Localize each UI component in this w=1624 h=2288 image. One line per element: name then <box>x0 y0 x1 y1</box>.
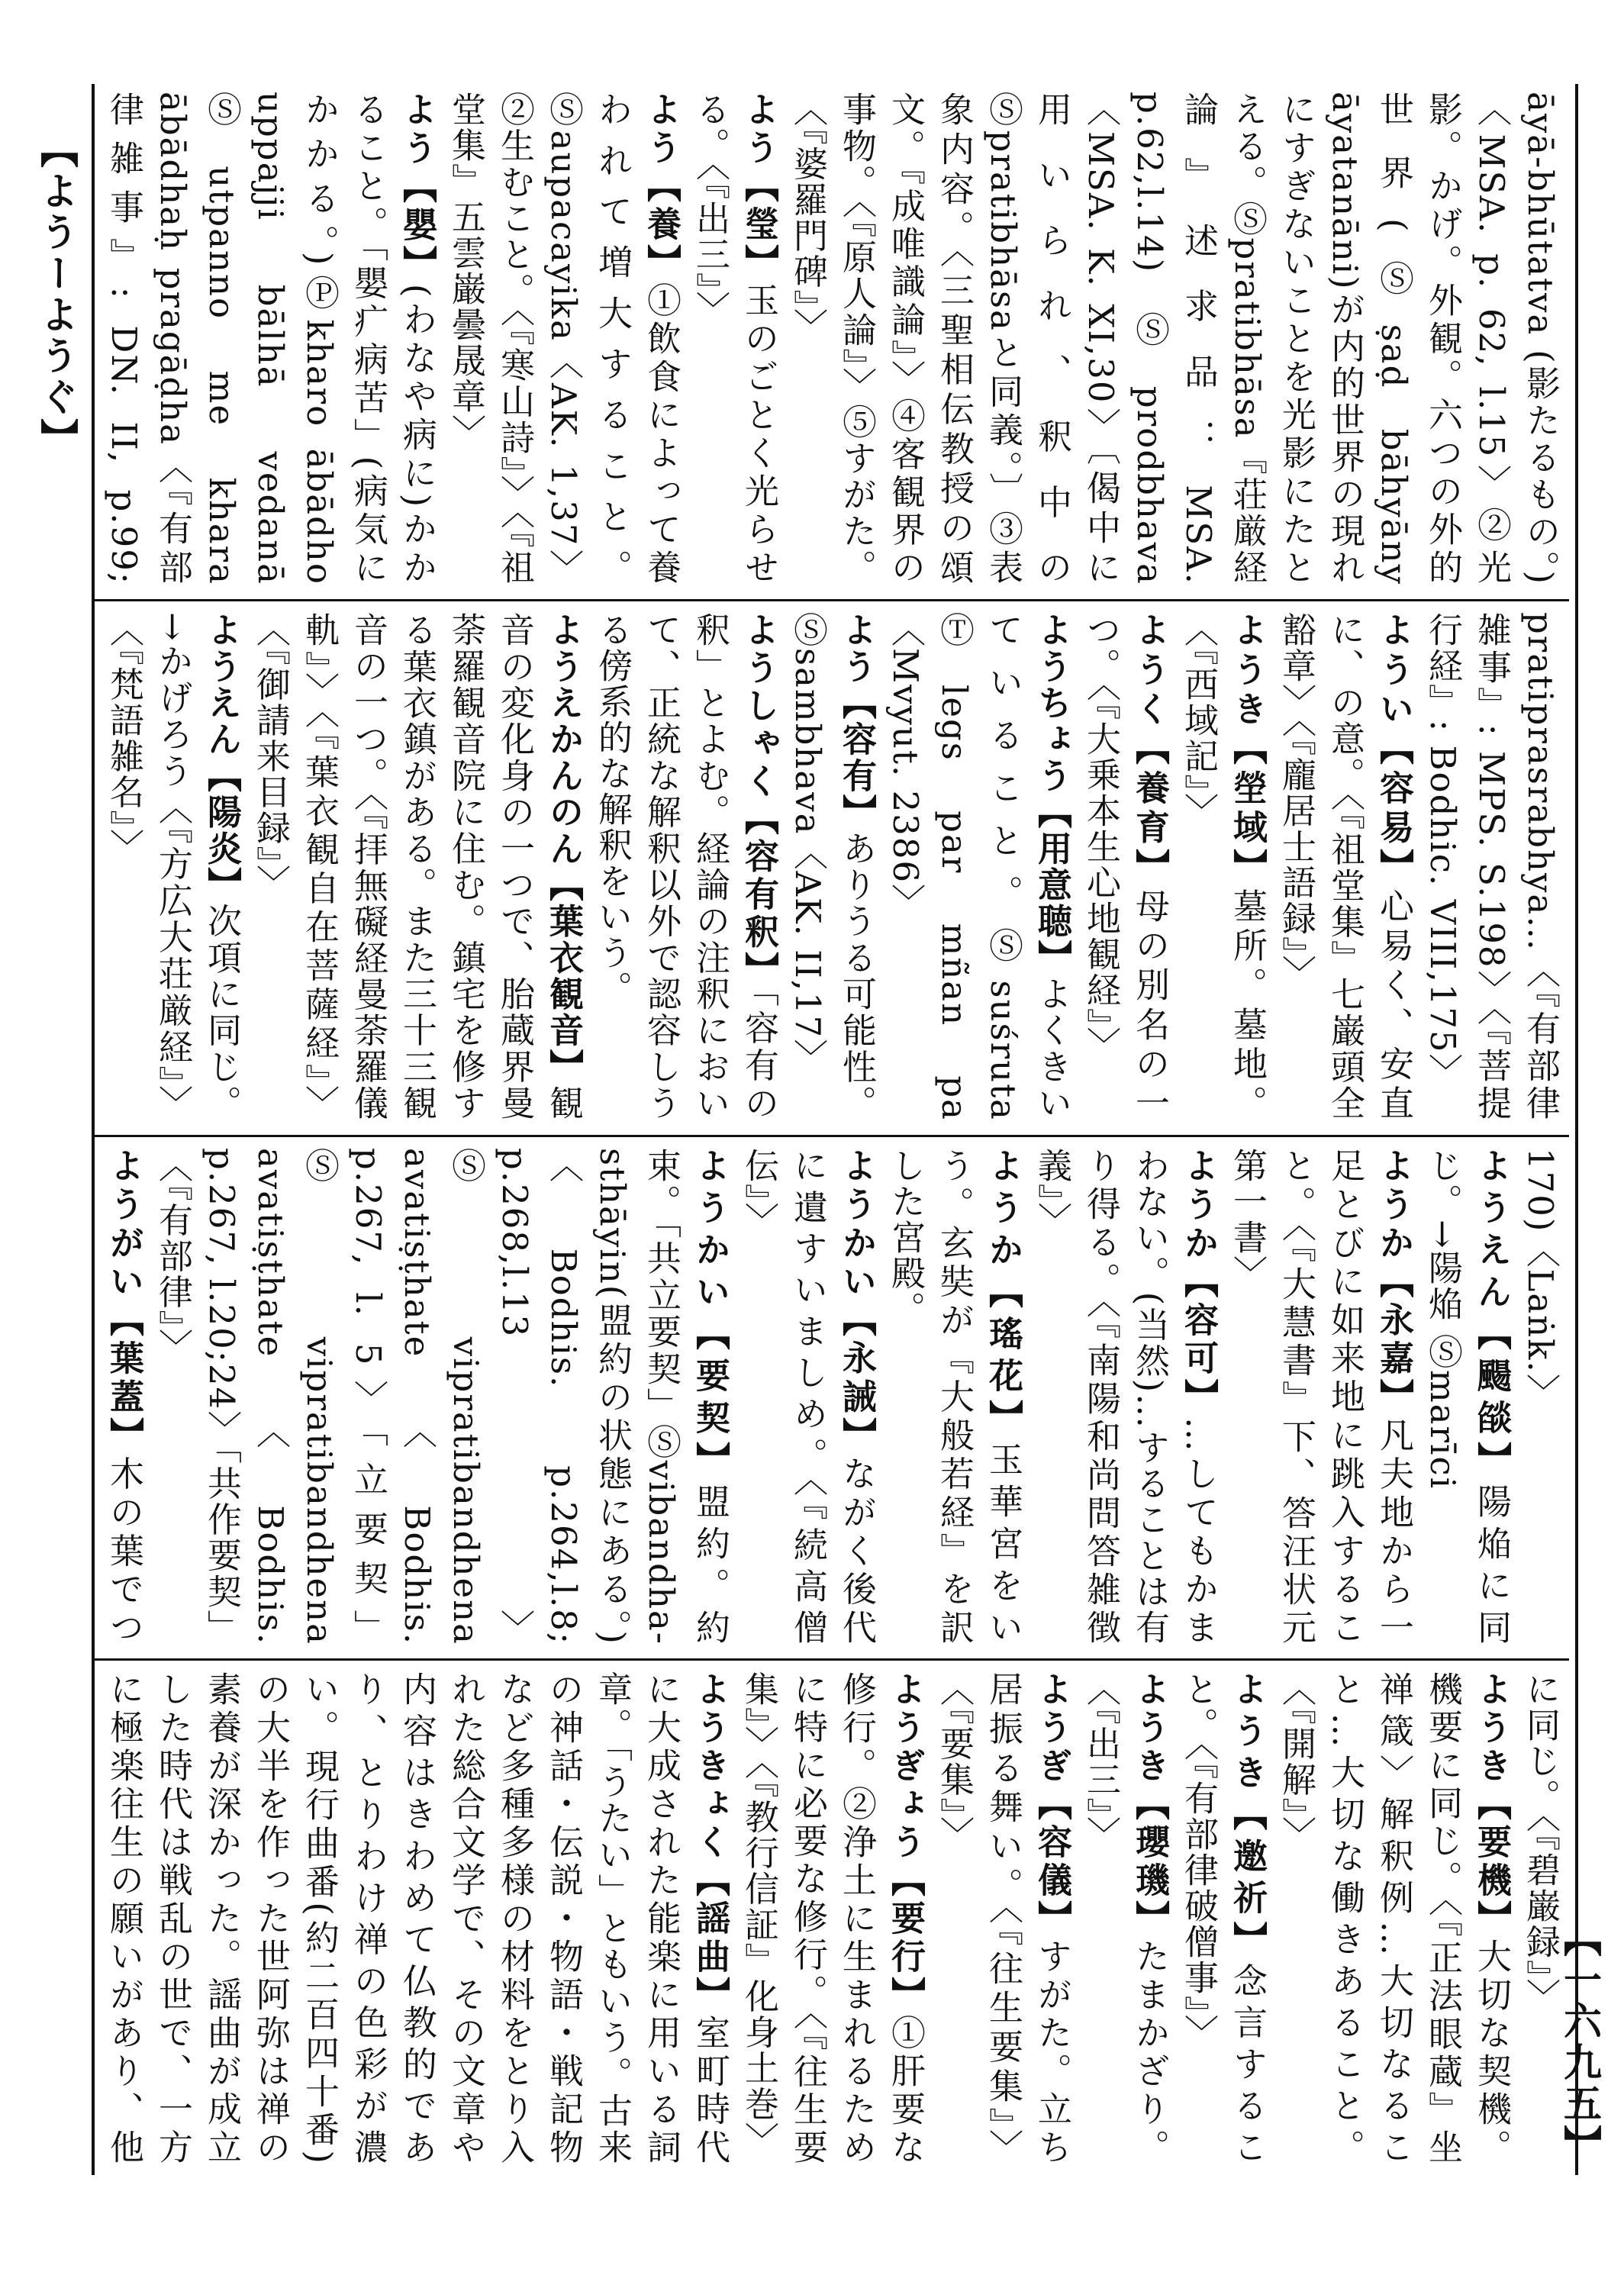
entry-headword: ようきょく【謡曲】 <box>690 1671 730 2015</box>
entry-text: 玉のごとく光らせる。〈『出三』〉 <box>690 92 779 585</box>
entry-headword: ようか【容可】 <box>1178 1148 1219 1417</box>
entry-headword: よう【瑩】 <box>739 92 779 282</box>
entry-headword: ようかい【永誡】 <box>836 1148 877 1456</box>
dictionary-entry <box>1081 612 1170 1121</box>
dictionary-entry <box>1178 612 1268 1121</box>
dictionary-entry <box>1520 1148 1561 1410</box>
entry-text: よくきいていること。Ⓢsuśruta Ⓣlegs par mñan pa〈Mvyut. 2386〉 <box>885 612 1072 1122</box>
dictionary-entry <box>1081 1671 1170 2165</box>
entry-text: 「容有の釈」とよむ。経論の注釈において、正統な解釈以外で認容しうる傍系的な解釈をいう。 <box>592 612 779 1122</box>
dictionary-entry <box>95 92 437 585</box>
tier-divider <box>95 599 1569 601</box>
tier-body <box>95 609 1569 1124</box>
dictionary-entry <box>592 612 779 1121</box>
page-number: 【一六九五】 <box>1558 1919 1603 2166</box>
entry-text: 観音の変化身の一つで、胎蔵界曼荼羅観音院に住む。鎮宅を修する葉衣鎮がある。また三十三観音の一つ。〈『拝無礙経曼荼羅儀軌』〉〈『葉衣観自在菩薩経』〉〈『御請来目録』〉 <box>250 612 584 1121</box>
entry-text: ①肝要な修行。②浄土に生まれるために特に必要な修行。〈『往生要集』〉〈『教行信証』化身土巻〉 <box>739 1671 926 2165</box>
tier-body <box>95 89 1569 588</box>
entry-headword: ようかい【要契】 <box>690 1148 730 1484</box>
entry-text: 凡夫地から一足とびに如来地に跳入すること。〈『大慧書』下、答汪状元第一書〉 <box>1227 1148 1414 1646</box>
entry-headword: ようえん【陽炎】 <box>201 612 242 904</box>
dictionary-entry <box>1276 612 1414 1121</box>
dictionary-entry <box>446 92 682 585</box>
tier-3 <box>95 1145 1569 1648</box>
tier-body <box>95 1145 1569 1648</box>
entry-text: 心易く、安直に、の意。〈『祖堂集』七巌頭全豁章〉〈『龐居士語録』〉 <box>1276 612 1414 1122</box>
entry-text: 盟約。約束。「共立要契」Ⓢvibandha-sthāyin(盟約の状態にある。)〈Bodhis. p.264,l.8; p.268,l.13〉Ⓢvipratibandhena avatiṣṭhate〈Bodhis. p.267, l. 5〉「立要契」Ⓢvipratibandhena avatiṣṭhate〈Bodhis. p.267, l.20;24〉「共作要契」〈『有部律』〉 <box>153 1148 730 1645</box>
dictionary-entry <box>1178 1671 1268 2165</box>
dictionary-entry <box>95 1148 144 1645</box>
dictionary-entry <box>690 92 779 585</box>
entry-headword: ようか【瑤花】 <box>983 1148 1023 1442</box>
entry-text: pratiprasrabhya…〈『有部律雑事』: MPS. S.198〉〈『菩提行経』: Bodhic. VIII,175〉 <box>1423 612 1561 1121</box>
entry-text: 大切な契機。機要に同じ。〈『正法眼蔵』坐禅箴〉解釈例…大切なること…大切な働きあること。〈『開解』〉 <box>1276 1671 1512 2165</box>
entry-text: 170)〈Laṅk.〉 <box>1520 1148 1561 1410</box>
entry-headword: よう【容有】 <box>836 612 877 831</box>
entry-headword: ようがい【葉蓋】 <box>104 1148 144 1456</box>
entry-headword: ようき【邀祈】 <box>1227 1671 1268 1963</box>
dictionary-entry <box>739 1671 926 2165</box>
entry-text: 次項に同じ。→かげろう〈『方広大荘厳経』〉〈『梵語雑名』〉 <box>104 612 242 1122</box>
entry-text: 墓所。墓地。〈『西域記』〉 <box>1178 612 1268 1122</box>
entry-text: ながく後代に遺すいましめ。〈『続高僧伝』〉 <box>739 1148 877 1646</box>
entry-text: 念言すること。〈『有部律破僧事』〉 <box>1178 1671 1268 2166</box>
entry-text: ①飲食によって養われて増大すること。Ⓢaupacayika〈AK. 1,37〉②生むこと。〈『寒山詩』〉〈『祖堂集』五雲巌曇晟章〉 <box>446 92 682 585</box>
dictionary-entry <box>885 612 1072 1121</box>
tier-divider <box>95 1135 1569 1137</box>
entry-headword: ようしゃく【容有釈】 <box>739 612 779 990</box>
entry-headword: ようき【塋域】 <box>1227 612 1268 888</box>
entry-headword: ようか【永嘉】 <box>1374 1148 1414 1417</box>
entry-text: āyā-bhūtatva (影たるもの。)〈MSA. p. 62, l.15〉②光影。かげ。外観。六つの外的世界(Ⓢṣaḍ bāhyāny āyatanāni)が内的世界の現れにすぎないことを光影にたとえる。Ⓢpratibhāsa『荘厳経論』述求品：MSA. p.62,l.14)Ⓢprodbhava〈MSA. K. XI,30〉〔偈中に用いられ、釈中のⓈpratibhāsaと同義。〕③表象内容。〈三聖相伝教授の頌文。『成唯識論』〉④客観界の事物。〈『原人論』〉⑤すがた。〈『婆羅門碑』〉 <box>788 92 1561 585</box>
entry-text: たまかざり。〈『出三』〉 <box>1081 1671 1170 2165</box>
entry-text: 木の葉でつ <box>104 1455 144 1646</box>
dictionary-entry <box>95 1671 730 2165</box>
dictionary-entry <box>788 92 1561 585</box>
dictionary-entry <box>104 612 242 1121</box>
dictionary-entry <box>1276 1671 1512 2165</box>
entry-headword: よう【養】 <box>641 92 682 282</box>
tier-2 <box>95 609 1569 1124</box>
entry-headword: ようく【養育】 <box>1129 612 1170 888</box>
entry-headword: ようえん【颺燄】 <box>1471 1148 1512 1484</box>
entry-text: すがた。立ち居振る舞い。〈『往生要集』〉〈『要集』〉 <box>934 1671 1072 2165</box>
entry-headword: ようぎ【容儀】 <box>1032 1671 1072 1938</box>
dictionary-entry <box>1227 1148 1414 1645</box>
entry-text: 玉華宮をいう。玄奘が『大般若経』を訳した宮殿。 <box>885 1148 1023 1645</box>
tier-divider <box>95 1658 1569 1661</box>
entry-text: …してもかまわない。(当然)…することは有り得る。〈『南陽和尚問答雑徴義』〉 <box>1032 1148 1219 1646</box>
entry-headword: ようき【瓔璣】 <box>1129 1671 1170 1938</box>
dictionary-entry <box>1520 1671 1561 2015</box>
entry-text: 室町時代に大成された能楽に用いる詞章。「うたい」ともいう。古来の神話・伝説・物語・戦記物など多種多様の材料をとり入れた総合文学で、その文章や内容はきわめて仏教的であり、とりわけ禅の色彩が濃い。現行曲番(約二百四十番)の大半を作った世阿弥は禅の素養が深かった。謡曲が成立した時代は戦乱の世で、一方に極楽往生の願いがあり、他 <box>104 1671 730 2165</box>
dictionary-entry <box>1032 1148 1219 1645</box>
entry-headword: よう【嬰】 <box>397 92 437 284</box>
entry-text: 陽焔に同じ。→陽焔 Ⓢmarīci <box>1423 1148 1512 1645</box>
tier-4 <box>95 1668 1569 2168</box>
dictionary-entry <box>250 612 584 1121</box>
entry-text: 母の別名の一つ。〈『大乗本生心地観経』〉 <box>1081 612 1170 1122</box>
entry-headword: ようい【容易】 <box>1374 612 1414 888</box>
dictionary-entry <box>885 1148 1023 1645</box>
dictionary-entry <box>788 612 877 1121</box>
dictionary-entry <box>1423 612 1561 1121</box>
entry-text: ありうる可能性。Ⓢsambhava〈AK. II,17〉 <box>788 612 877 1122</box>
entry-text: に同じ。〈『碧巌録』〉 <box>1520 1671 1561 2015</box>
dictionary-entry <box>739 1148 877 1645</box>
entry-headword: ようき【要機】 <box>1471 1671 1512 1938</box>
dictionary-entry <box>1423 1148 1512 1645</box>
tier-1 <box>95 89 1569 588</box>
dictionary-entry <box>934 1671 1072 2165</box>
entry-headword: ようちょう【用意聴】 <box>1032 612 1072 976</box>
dictionary-entry <box>153 1148 730 1645</box>
entry-text: (わなや病に)かかること。「嬰疒病苦」(病気にかかる。)Ⓟkharo ābādho uppajji bālhā vedanā Ⓢutpanno me khara ābādhaḥ pragāḍha〈『有部律雑事』: DN. II, p.99; <box>104 92 437 585</box>
running-head: 【ようーようぐ】 <box>34 130 79 459</box>
entry-headword: ようぎょう【要行】 <box>885 1671 926 2015</box>
entry-headword: ようえかんのん【葉衣観音】 <box>543 612 584 1085</box>
tier-body <box>95 1668 1569 2168</box>
